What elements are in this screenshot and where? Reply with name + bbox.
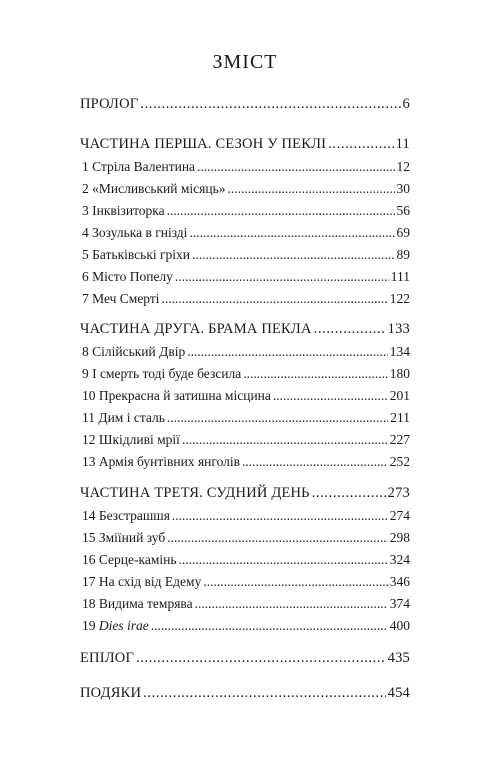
toc-entry-chapter-5	[80, 248, 410, 262]
toc-entry-label: 17 На схід від Едему	[82, 574, 202, 589]
toc-entry-page: 69	[396, 225, 410, 240]
toc-entry-acknowledgements	[80, 686, 410, 701]
toc-entry-part-one	[80, 137, 410, 152]
leader-dots	[314, 322, 386, 337]
toc-entry-chapter-6	[80, 270, 410, 284]
toc-entry-page: 435	[387, 650, 410, 666]
toc-entry-label: ЧАСТИНА ТРЕТЯ. СУДНИЙ ДЕНЬ	[80, 485, 310, 501]
leader-dots	[140, 97, 400, 112]
leader-dots	[151, 619, 388, 633]
leader-dots	[167, 204, 395, 218]
toc-entry-chapter-9	[80, 367, 410, 381]
toc-entry-chapter-15	[80, 531, 410, 545]
leader-dots	[143, 686, 386, 701]
toc-entry-chapter-4	[80, 226, 410, 240]
toc-entry-page: 201	[389, 388, 410, 403]
toc-entry-page: 454	[387, 685, 410, 701]
leader-dots	[273, 389, 388, 403]
toc-entry-page: 274	[389, 508, 410, 523]
toc-entry-prologue	[80, 97, 410, 112]
toc-entry-page: 6	[402, 96, 410, 112]
toc-entry-label: 3 Інквізиторка	[82, 203, 165, 218]
leader-dots	[179, 553, 388, 567]
toc-entry-chapter-7	[80, 292, 410, 306]
toc-entry-label: 14 Безстрашшя	[82, 508, 170, 523]
toc-entry-label: ПОДЯКИ	[80, 685, 142, 701]
leader-dots	[162, 292, 388, 306]
toc-entry-part-two	[80, 322, 410, 337]
toc-entry-chapter-17	[80, 575, 410, 589]
toc-entry-label	[82, 619, 149, 633]
table-of-contents	[80, 0, 410, 769]
toc-entry-label: ЕПІЛОГ	[80, 650, 135, 666]
toc-entry-page: 122	[389, 291, 410, 306]
toc-entry-page: 374	[389, 596, 410, 611]
leader-dots	[167, 411, 388, 425]
toc-entry-page: 273	[387, 485, 410, 501]
toc-entry-label: 15 Зміїний зуб	[82, 530, 166, 545]
toc-entry-page: 346	[389, 574, 410, 589]
toc-entry-label: 12 Шкідливі мрії	[82, 432, 180, 447]
toc-entry-epilogue	[80, 651, 410, 666]
toc-entry-chapter-1	[80, 160, 410, 174]
toc-entry-label: ЧАСТИНА ПЕРША. СЕЗОН У ПЕКЛІ	[80, 136, 327, 152]
leader-dots	[182, 433, 388, 447]
toc-entry-italic-title: Dies irae	[98, 618, 149, 633]
toc-entry-page: 111	[390, 269, 410, 284]
leader-dots	[242, 455, 388, 469]
leader-dots	[203, 575, 387, 589]
leader-dots	[192, 248, 394, 262]
page-title: ЗМІСТ	[212, 51, 278, 73]
toc-entry-label: 6 Місто Попелу	[82, 269, 173, 284]
leader-dots	[187, 345, 388, 359]
toc-entry-label: 10 Прекрасна й затишна місцина	[82, 388, 271, 403]
toc-entry-chapter-12	[80, 433, 410, 447]
toc-entry-page: 227	[389, 432, 410, 447]
toc-entry-chapter-19	[80, 619, 410, 633]
leader-dots	[189, 226, 394, 240]
toc-entry-label: 11 Дим і сталь	[82, 410, 165, 425]
toc-entry-chapter-18	[80, 597, 410, 611]
toc-entry-label: 4 Зозулька в гнізді	[82, 225, 188, 240]
toc-entry-page: 180	[389, 366, 410, 381]
toc-entry-label: 13 Армія бунтівних янголів	[82, 454, 241, 469]
leader-dots	[172, 509, 388, 523]
toc-entry-chapter-3	[80, 204, 410, 218]
toc-entry-page: 12	[396, 159, 410, 174]
toc-entry-label: 7 Меч Смерті	[82, 291, 160, 306]
toc-entry-page: 11	[395, 136, 410, 152]
toc-entry-label: 16 Серце-камінь	[82, 552, 177, 567]
leader-dots	[197, 160, 394, 174]
leader-dots	[136, 651, 386, 666]
leader-dots	[195, 597, 388, 611]
toc-entry-label: 2 «Мисливський місяць»	[82, 181, 226, 196]
leader-dots	[167, 531, 388, 545]
leader-dots	[312, 486, 386, 501]
toc-entry-page: 211	[390, 410, 410, 425]
toc-entry-label: 9 І смерть тоді буде безсила	[82, 366, 242, 381]
leader-dots	[328, 137, 393, 152]
toc-entry-label: 8 Сілійський Двір	[82, 344, 186, 359]
toc-entry-page: 400	[389, 618, 410, 633]
toc-entry-page: 252	[389, 454, 410, 469]
toc-entry-label: 1 Стріла Валентина	[82, 159, 196, 174]
toc-entry-chapter-14	[80, 509, 410, 523]
toc-entry-label: ПРОЛОГ	[80, 96, 139, 112]
toc-entry-part-three	[80, 486, 410, 501]
toc-entry-chapter-2	[80, 182, 410, 196]
leader-dots	[243, 367, 388, 381]
toc-entry-label: 18 Видима темрява	[82, 596, 193, 611]
toc-entry-number: 19	[82, 618, 99, 633]
toc-entry-chapter-13	[80, 455, 410, 469]
toc-entry-chapter-8	[80, 345, 410, 359]
toc-entry-chapter-16	[80, 553, 410, 567]
toc-entry-chapter-11	[80, 411, 410, 425]
toc-entry-page: 298	[389, 530, 410, 545]
leader-dots	[175, 270, 389, 284]
toc-entry-page: 56	[396, 203, 410, 218]
toc-entry-page: 30	[396, 181, 410, 196]
toc-entry-page: 133	[387, 321, 410, 337]
toc-entry-page: 89	[396, 247, 410, 262]
toc-entry-label: ЧАСТИНА ДРУГА. БРАМА ПЕКЛА	[80, 321, 312, 337]
toc-entry-page: 324	[389, 552, 410, 567]
toc-entry-label: 5 Батьківські гріхи	[82, 247, 191, 262]
toc-entry-page: 134	[389, 344, 410, 359]
toc-entry-chapter-10	[80, 389, 410, 403]
leader-dots	[228, 182, 395, 196]
